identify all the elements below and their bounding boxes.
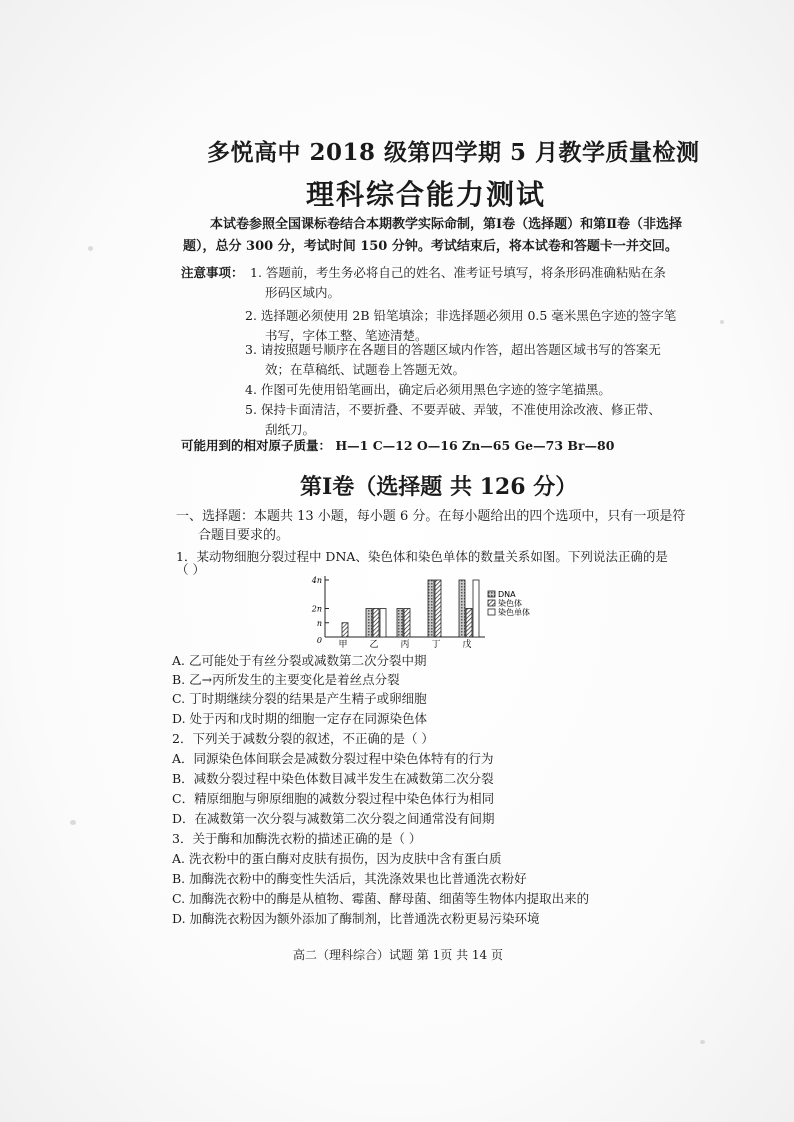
note-item: 3. 请按照题号顺序在各题目的答题区域内作答，超出答题区域书写的答案无 (245, 342, 661, 357)
y-tick-label: n (316, 618, 322, 628)
y-tick-label: 4n (311, 576, 322, 585)
intro-line-1: 本试卷参照全国课标卷结合本期教学实际命制，第Ⅰ卷（选择题）和第Ⅱ卷（非选择 (210, 217, 683, 232)
legend-swatch (488, 609, 495, 615)
legend-swatch (488, 600, 495, 606)
q3-option-c: C. 加酶洗衣粉中的酶是从植物、霉菌、酵母菌、细菌等生物体内提取出来的 (172, 891, 590, 906)
y-tick-label: 0 (316, 636, 322, 645)
scan-speck (720, 320, 724, 324)
note-item: 4. 作图可先使用铅笔画出，确定后必须用黑色字迹的签字笔描黑。 (245, 382, 611, 397)
bar-染色体 (404, 609, 410, 638)
exam-subtitle: 理科综合能力测试 (306, 178, 547, 211)
bar-DNA (459, 580, 465, 637)
category-label: 乙 (369, 640, 379, 650)
intro-line-2: 题），总分 300 分，考试时间 150 分钟。考试结束后，将本试卷和答题卡一并交回。 (183, 239, 678, 254)
note-item: 刮纸刀。 (265, 422, 316, 437)
question-1-bracket: （ ） (176, 562, 205, 577)
chart-legend (488, 590, 530, 617)
bar-染色体 (435, 580, 441, 637)
category-label: 丁 (431, 640, 441, 650)
bar-DNA (397, 609, 403, 638)
question-1-stem: 1．某动物细胞分裂过程中 DNA、染色体和染色单体的数量关系如图。下列说法正确的是 (176, 549, 668, 564)
note-item: 5. 保持卡面清洁，不要折叠、不要弄破、弄皱，不准使用涂改液、修正带、 (245, 402, 661, 417)
q3-option-b: B. 加酶洗衣粉中的酶变性失活后，其洗涤效果也比普通洗衣粉好 (172, 871, 527, 886)
scan-speck (88, 246, 93, 251)
q2-option-b: B．减数分裂过程中染色体数目减半发生在减数第二次分裂 (172, 771, 494, 786)
category-label: 戊 (462, 640, 472, 650)
note-item: 1. 答题前，考生务必将自己的姓名、准考证号填写，将条形码准确粘贴在条 (250, 265, 666, 280)
q1-option-c: C. 丁时期继续分裂的结果是产生精子或卵细胞 (172, 691, 427, 706)
scan-speck (700, 1040, 705, 1044)
legend-label: DNA (498, 590, 516, 599)
q2-option-d: D．在减数第一次分裂与减数第二次分裂之间通常没有间期 (172, 811, 495, 826)
note-item: 2. 选择题必须使用 2B 铅笔填涂；非选择题必须用 0.5 毫米黑色字迹的签字笔 (245, 308, 677, 323)
q2-option-c: C．精原细胞与卵原细胞的减数分裂过程中染色体行为相同 (172, 791, 495, 806)
bar-染色单体 (380, 609, 386, 638)
scan-speck (70, 820, 76, 825)
q1-option-a: A. 乙可能处于有丝分裂或减数第二次分裂中期 (172, 653, 427, 668)
exam-title: 多悦高中 2018 级第四学期 5 月教学质量检测 (207, 139, 700, 166)
legend-label: 染色单体 (498, 608, 530, 617)
bar-染色体 (373, 609, 379, 638)
q1-option-d: D. 处于丙和戊时期的细胞一定存在同源染色体 (172, 711, 428, 726)
atomic-masses: 可能用到的相对原子质量： H—1 C—12 O—16 Zn—65 Ge—73 Br—80 (181, 438, 615, 453)
y-tick-label: 2n (311, 604, 322, 614)
section-instruction: 一、选择题：本题共 13 小题，每小题 6 分。在每小题给出的四个选项中，只有一项是符 (176, 509, 686, 524)
notes-label: 注意事项： (181, 265, 244, 280)
category-label: 甲 (338, 640, 348, 650)
q3-option-d: D. 加酶洗衣粉因为额外添加了酶制剂，比普通洗衣粉更易污染环境 (172, 911, 540, 926)
category-label: 丙 (400, 640, 410, 650)
chart-bars (342, 580, 479, 637)
legend-swatch (488, 591, 495, 597)
chart-categories (338, 638, 471, 650)
section-title: 第Ⅰ卷（选择题 共 126 分） (300, 474, 578, 500)
note-item: 书写，字体工整、笔迹清楚。 (265, 328, 428, 343)
chromosome-bar-chart (311, 574, 551, 654)
page-footer: 高二（理科综合）试题 第 1页 共 14 页 (293, 948, 503, 962)
question-3-stem: 3．关于酶和加酶洗衣粉的描述正确的是（ ） (172, 831, 422, 846)
question-2-stem: 2．下列关于减数分裂的叙述，不正确的是（ ） (172, 731, 434, 746)
q1-option-b: B. 乙→丙所发生的主要变化是着丝点分裂 (172, 672, 400, 687)
bar-DNA (428, 580, 434, 637)
note-item: 效；在草稿纸、试题卷上答题无效。 (265, 362, 466, 377)
bar-染色体 (342, 623, 348, 637)
bar-DNA (366, 609, 372, 638)
section-instruction: 合题目要求的。 (198, 528, 290, 543)
bar-染色体 (466, 609, 472, 638)
q3-option-a: A. 洗衣粉中的蛋白酶对皮肤有损伤，因为皮肤中含有蛋白质 (172, 851, 502, 866)
legend-label: 染色体 (498, 599, 522, 608)
q2-option-a: A．同源染色体间联会是减数分裂过程中染色体特有的行为 (172, 751, 494, 766)
bar-染色单体 (473, 580, 479, 637)
chart-y-ticks (311, 576, 329, 645)
note-item: 形码区域内。 (265, 285, 341, 300)
